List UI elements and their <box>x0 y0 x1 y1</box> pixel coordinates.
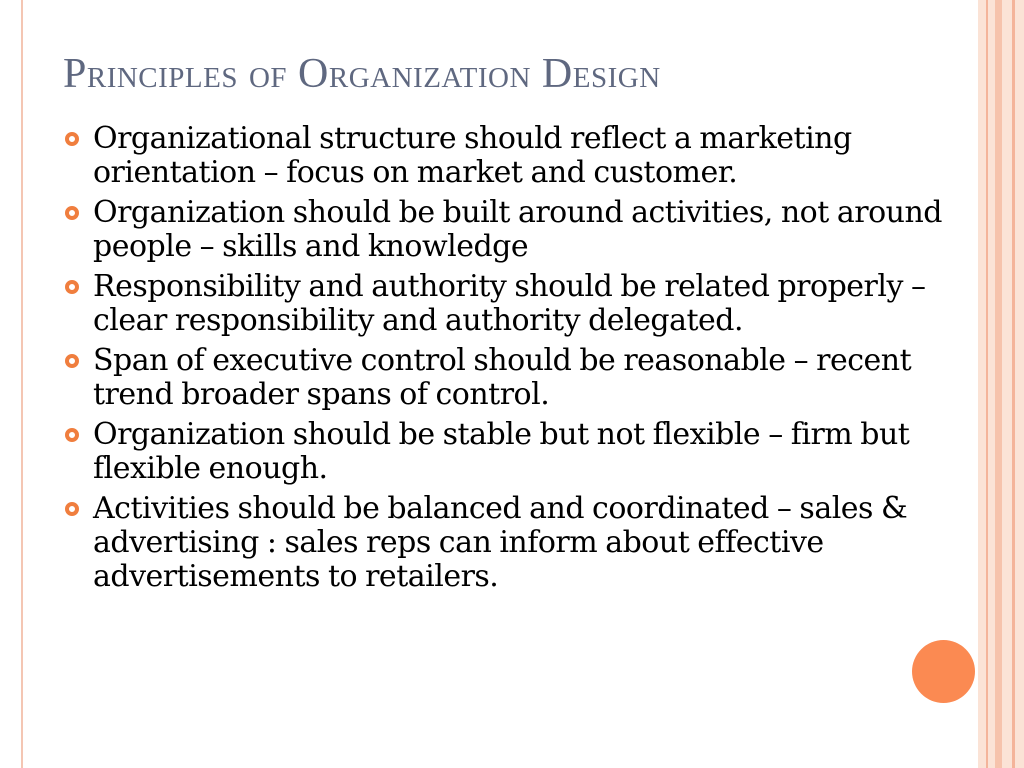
bullet-item <box>64 196 944 264</box>
bullet-text: Organizational structure should reflect a marketing orientation – focus on market and customer. <box>93 121 852 190</box>
bullet-text: Responsibility and authority should be related properly –clear responsibility and authority delegated. <box>93 269 926 338</box>
right-stripe-line <box>995 0 1002 768</box>
slide-title: Principles of Organization Design <box>63 51 661 97</box>
bullet-item <box>64 344 944 412</box>
left-border-line <box>21 0 23 768</box>
right-stripe-line <box>986 0 988 768</box>
ring-bullet-icon <box>65 428 79 442</box>
bullet-text: Organization should be stable but not flexible – firm but flexible enough. <box>93 417 910 486</box>
ring-bullet-icon <box>65 280 79 294</box>
bullet-text: Activities should be balanced and coordinated – sales & advertising : sales reps can inform about effective advertisements to retailers. <box>93 491 908 594</box>
bullet-item <box>64 270 944 338</box>
ring-bullet-icon <box>65 206 79 220</box>
ring-bullet-icon <box>65 502 79 516</box>
bullet-text: Organization should be built around activities, not around people – skills and knowledge <box>93 195 942 264</box>
bullet-list <box>64 122 944 600</box>
bullet-item <box>64 492 944 594</box>
bullet-text: Span of executive control should be reasonable – recent trend broader spans of control. <box>93 343 912 412</box>
ring-bullet-icon <box>65 354 79 368</box>
right-stripe-line <box>1012 0 1015 768</box>
decorative-circle-icon <box>912 640 975 703</box>
bullet-item <box>64 418 944 486</box>
ring-bullet-icon <box>65 132 79 146</box>
bullet-item <box>64 122 944 190</box>
